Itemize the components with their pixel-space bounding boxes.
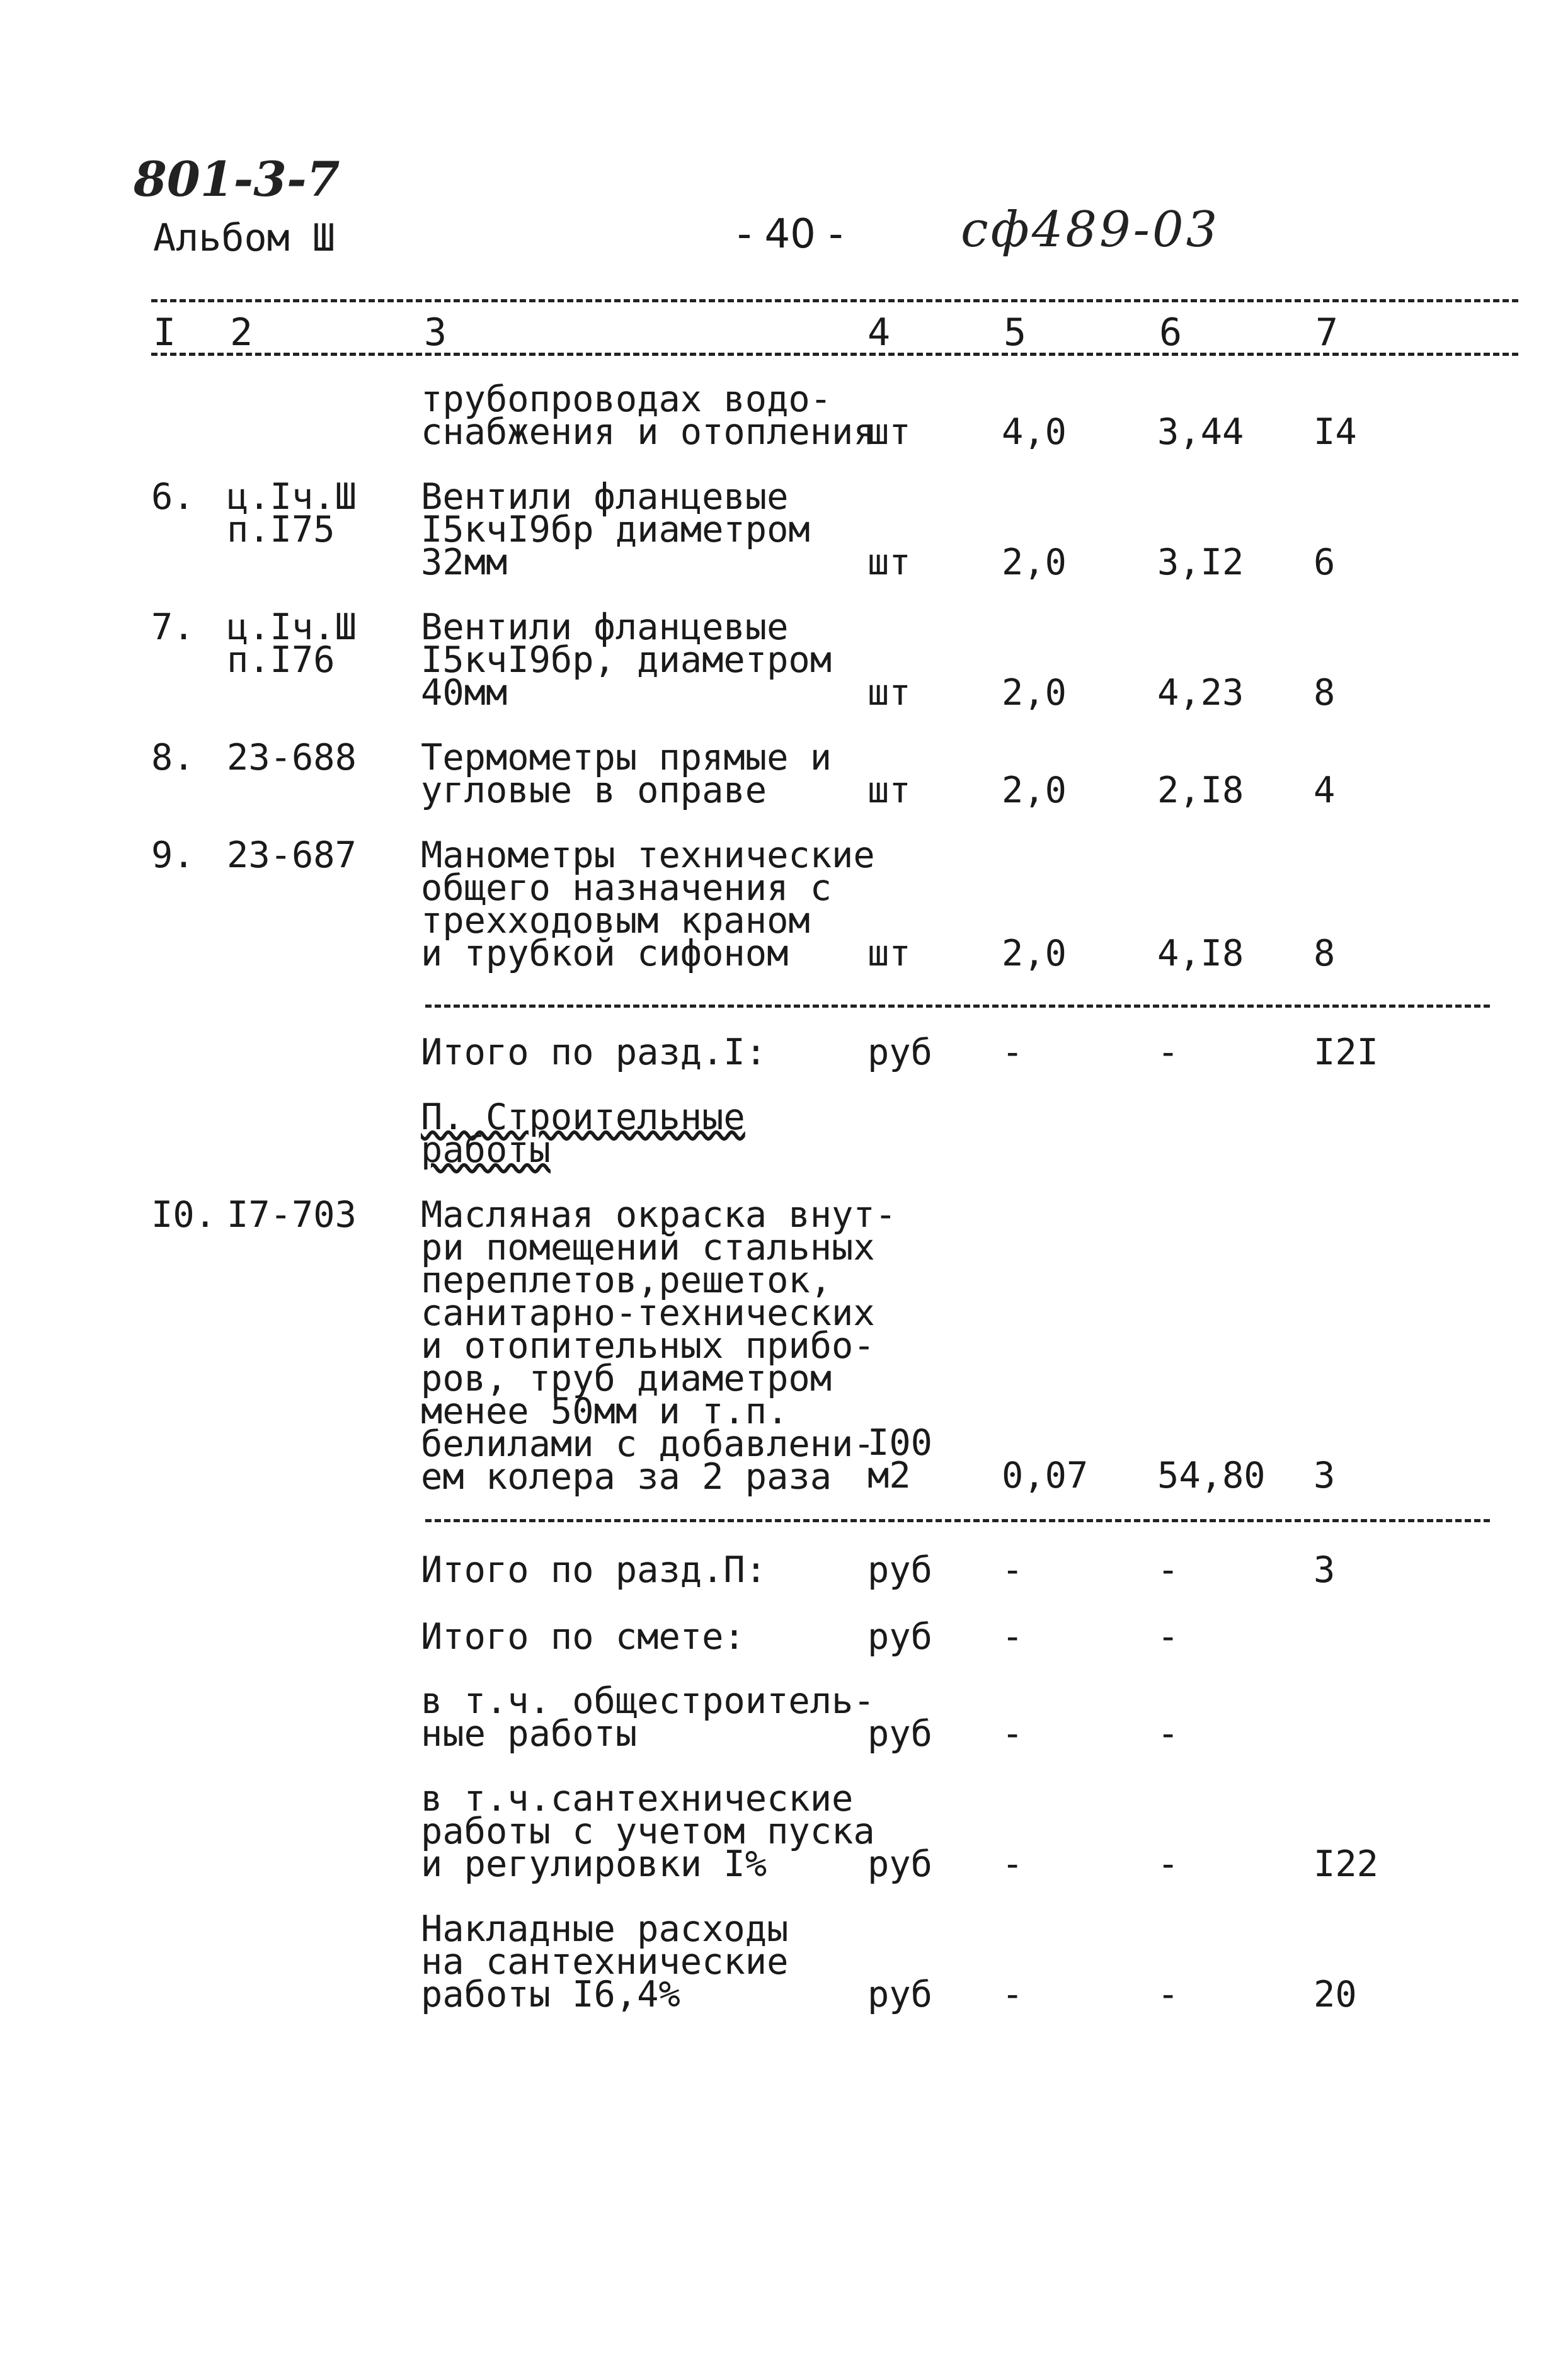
row-qty: 2,0: [1002, 770, 1067, 811]
album-label: Альбом Ш: [153, 216, 335, 260]
row-total: I4: [1314, 411, 1357, 453]
row-price: 2,I8: [1157, 770, 1244, 811]
row-qty: -: [1002, 1713, 1024, 1755]
row-qty: -: [1002, 1616, 1024, 1658]
row-total: 20: [1314, 1974, 1357, 2015]
row-number: 7.: [151, 606, 195, 648]
row-unit: руб: [867, 1549, 932, 1591]
row-total: 8: [1314, 672, 1336, 714]
row-number: 6.: [151, 476, 195, 518]
section-rule: [425, 1005, 1490, 1008]
row-desc: в т.ч. общестроитель- ные работы: [421, 1680, 875, 1755]
row-unit: шт: [867, 770, 911, 811]
row-ref: ц.Iч.Ш п.I75: [227, 476, 357, 550]
row-desc: трубопроводах водо- снабжения и отопления: [421, 379, 875, 453]
row-total: 8: [1314, 933, 1336, 974]
row-number: 8.: [151, 737, 195, 778]
col-number: 4: [867, 310, 891, 355]
row-unit: шт: [867, 933, 911, 974]
row-desc: Вентили фланцевые I5кчI9бр диаметром 32мм: [421, 476, 810, 583]
row-price: 3,I2: [1157, 542, 1244, 583]
row-desc: Накладные расходы на сантехнические работы I6,4%: [421, 1908, 789, 2015]
row-total: 3: [1314, 1549, 1336, 1591]
row-number: 9.: [151, 834, 195, 876]
row-qty: 4,0: [1002, 411, 1067, 453]
row-ref: I7-703: [227, 1194, 357, 1236]
row-unit: руб: [867, 1713, 932, 1755]
row-total: 4: [1314, 770, 1336, 811]
row-price: 4,23: [1157, 672, 1244, 714]
row-desc: Манометры технические общего назначения с трехходовым краном и трубкой сифоном: [421, 834, 875, 974]
col-number: 7: [1315, 310, 1339, 355]
row-ref: 23-687: [227, 834, 357, 876]
row-ref: ц.Iч.Ш п.I76: [227, 606, 357, 681]
row-price: -: [1157, 1032, 1179, 1073]
row-desc: в т.ч.сантехнические работы с учетом пуска и регулировки I%: [421, 1778, 875, 1885]
handwritten-sheet-code: сф489-03: [961, 202, 1220, 258]
section-heading: П. Строительные работы: [421, 1096, 745, 1171]
row-unit: шт: [867, 542, 911, 583]
row-unit: руб: [867, 1974, 932, 2015]
row-desc: Масляная окраска внут- ри помещений стальных переплетов,решеток, санитарно-технических и отопительных прибо- ров, труб диаметром менее 50мм и т.п. белилами с добавлени- ем колера за 2 раза: [421, 1194, 896, 1498]
section-rule: [425, 1519, 1490, 1522]
row-price: 4,I8: [1157, 933, 1244, 974]
row-qty: 0,07: [1002, 1455, 1089, 1496]
row-qty: -: [1002, 1549, 1024, 1591]
row-unit: шт: [867, 672, 911, 714]
col-number: I: [153, 310, 176, 355]
row-qty: 2,0: [1002, 933, 1067, 974]
row-desc: Итого по разд.I:: [421, 1032, 767, 1073]
row-qty: 2,0: [1002, 672, 1067, 714]
row-desc: Итого по смете:: [421, 1616, 745, 1658]
row-total: 3: [1314, 1455, 1336, 1496]
col-number: 6: [1159, 310, 1182, 355]
row-qty: -: [1002, 1974, 1024, 2015]
page-number: - 40 -: [737, 211, 844, 258]
row-price: 54,80: [1157, 1455, 1266, 1496]
handwritten-doc-code: 801-3-7: [134, 151, 340, 207]
row-unit: I00 м2: [867, 1422, 932, 1496]
row-number: I0.: [151, 1194, 216, 1236]
row-unit: руб: [867, 1616, 932, 1658]
row-unit: руб: [867, 1032, 932, 1073]
row-unit: шт: [867, 411, 911, 453]
row-price: -: [1157, 1843, 1179, 1885]
row-price: -: [1157, 1974, 1179, 2015]
row-desc: Итого по разд.П:: [421, 1549, 767, 1591]
row-unit: руб: [867, 1843, 932, 1885]
col-number: 3: [424, 310, 447, 355]
row-total: I22: [1314, 1843, 1378, 1885]
row-qty: -: [1002, 1843, 1024, 1885]
row-desc: Термометры прямые и угловые в оправе: [421, 737, 832, 811]
col-number: 2: [230, 310, 253, 355]
row-qty: 2,0: [1002, 542, 1067, 583]
row-price: -: [1157, 1616, 1179, 1658]
row-price: -: [1157, 1549, 1179, 1591]
col-number: 5: [1004, 310, 1027, 355]
row-price: 3,44: [1157, 411, 1244, 453]
row-total: 6: [1314, 542, 1336, 583]
row-price: -: [1157, 1713, 1179, 1755]
row-total: I2I: [1314, 1032, 1378, 1073]
row-desc: Вентили фланцевые I5кчI9бр, диаметром 40мм: [421, 606, 832, 714]
row-qty: -: [1002, 1032, 1024, 1073]
row-ref: 23-688: [227, 737, 357, 778]
